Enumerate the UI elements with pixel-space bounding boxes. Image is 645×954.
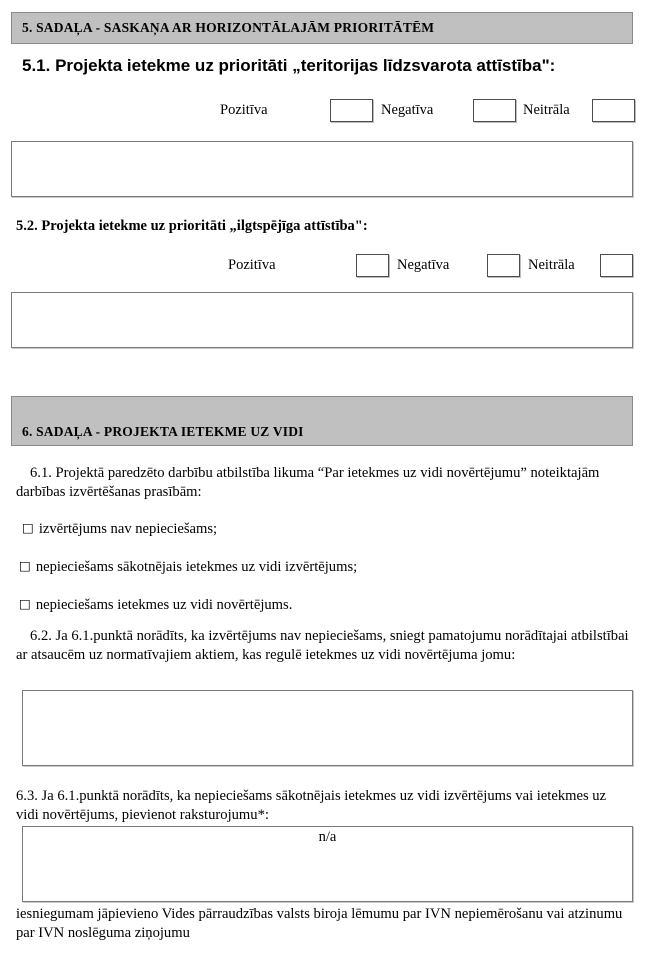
checkbox-negativa-5-1[interactable] — [473, 99, 516, 122]
answer-box-6-3[interactable] — [22, 826, 633, 902]
paragraph-6-2: 6.2. Ja 6.1.punktā norādīts, ka izvērtējums nav nepieciešams, sniegt pamatojumu norādītajai atbilstībai ar atsaucēm uz normatīvajiem aktiem, kas regulē ietekmes uz vidi novērtējuma jomu: — [16, 628, 629, 663]
option-label-pozitiva-5-1: Pozitīva — [220, 102, 268, 118]
choice-6-1-full-assessment[interactable] — [19, 595, 579, 615]
section-6-header-bar — [11, 396, 633, 446]
section-6-header-title: 6. SADAĻA - PROJEKTA IETEKME UZ VIDI — [22, 424, 304, 439]
checkbox-negativa-5-2[interactable] — [487, 254, 520, 277]
checkbox-pozitiva-5-2[interactable] — [356, 254, 389, 277]
checkbox-neitrala-5-1[interactable] — [592, 99, 635, 122]
checkbox-empty-icon[interactable]: □ — [19, 596, 31, 611]
checkbox-empty-icon[interactable]: □ — [19, 558, 31, 573]
option-label-negativa-5-1: Negatīva — [381, 102, 434, 118]
footnote-ivn: iesniegumam jāpievieno Vides pārraudzības valsts biroja lēmumu par IVN nepiemērošanu vai atzinumu par IVN noslēguma ziņojumu — [16, 906, 623, 941]
checkbox-row-5-2 — [0, 253, 645, 279]
checkbox-row-5-1 — [0, 98, 645, 124]
paragraph-6-1: 6.1. Projektā paredzēto darbību atbilstība likuma “Par ietekmes uz vidi novērtējumu” noteiktajām darbības izvērtēšanas prasībām: — [16, 465, 600, 500]
option-label-neitrala-5-1: Neitrāla — [523, 102, 570, 118]
option-label-pozitiva-5-2: Pozitīva — [228, 257, 276, 273]
answer-box-5-2[interactable] — [11, 292, 633, 348]
checkbox-empty-icon[interactable]: □ — [22, 520, 34, 535]
option-label-neitrala-5-2: Neitrāla — [528, 257, 575, 273]
choice-6-1-initial-assessment[interactable] — [19, 557, 579, 577]
answer-box-6-2[interactable] — [22, 690, 633, 766]
section-5-header-bar — [11, 12, 633, 44]
section-5-header-title: 5. SADAĻA - SASKAŅA AR HORIZONTĀLAJĀM PRIORITĀTĒM — [22, 20, 435, 35]
option-label-negativa-5-2: Negatīva — [397, 257, 450, 273]
choice-label-6-1-0: izvērtējums nav nepieciešams; — [38, 521, 218, 537]
answer-box-5-1[interactable] — [11, 141, 633, 197]
choice-6-1-no-assessment[interactable] — [22, 519, 582, 539]
checkbox-neitrala-5-2[interactable] — [600, 254, 633, 277]
heading-5-1: 5.1. Projekta ietekme uz prioritāti „teritorijas līdzsvarota attīstība": — [22, 56, 556, 75]
heading-5-2: 5.2. Projekta ietekme uz prioritāti „ilgtspējīga attīstība": — [16, 218, 368, 234]
paragraph-6-3: 6.3. Ja 6.1.punktā norādīts, ka nepieciešams sākotnējais ietekmes uz vidi izvērtējums vai ietekmes uz vidi novērtējums, pievienot raksturojumu*: — [16, 788, 607, 823]
choice-label-6-1-1: nepieciešams sākotnējais ietekmes uz vidi izvērtējums; — [35, 559, 358, 575]
checkbox-pozitiva-5-1[interactable] — [330, 99, 373, 122]
answer-value-6-3: n/a — [318, 829, 337, 845]
choice-label-6-1-2: nepieciešams ietekmes uz vidi novērtējums. — [35, 597, 293, 613]
